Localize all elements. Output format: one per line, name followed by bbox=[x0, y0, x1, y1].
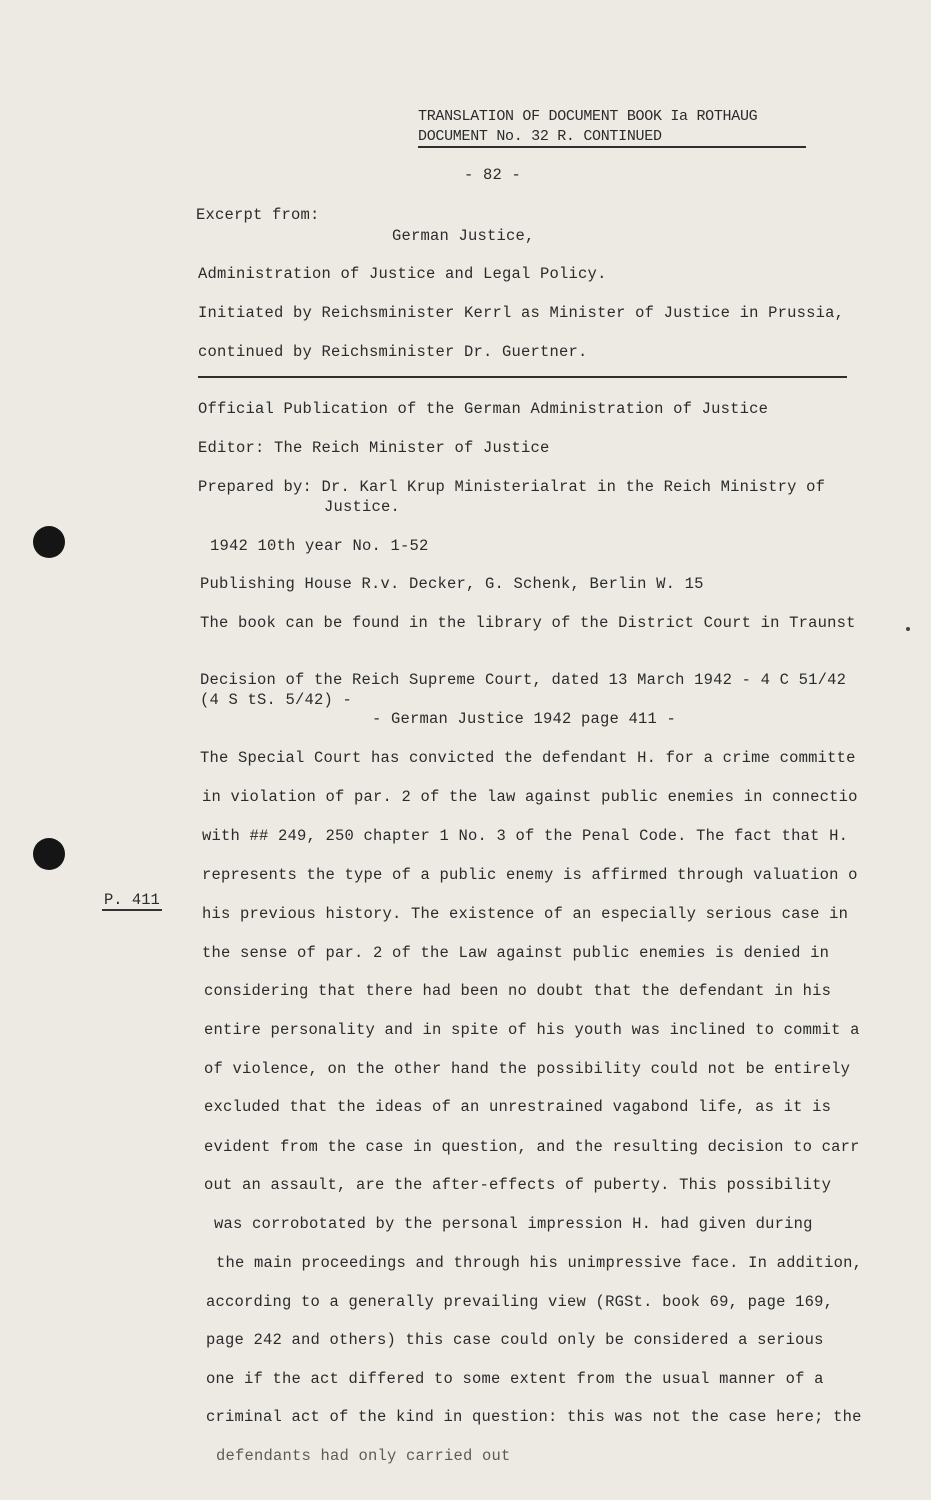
library-line: The book can be found in the library of the District Court in Traunst bbox=[200, 614, 856, 632]
editor-line: Editor: The Reich Minister of Justice bbox=[198, 439, 550, 457]
header-title-line2: DOCUMENT No. 32 R. CONTINUED bbox=[418, 128, 662, 145]
body-line: defendants had only carried out bbox=[216, 1447, 511, 1465]
body-line: evident from the case in question, and the resulting decision to carr bbox=[204, 1138, 860, 1156]
body-line: out an assault, are the after-effects of puberty. This possibility bbox=[204, 1176, 832, 1194]
body-line: page 242 and others) this case could only be considered a serious bbox=[206, 1331, 824, 1349]
punch-hole-bottom bbox=[33, 838, 65, 870]
punch-hole-top bbox=[33, 526, 65, 558]
official-publication: Official Publication of the German Administration of Justice bbox=[198, 400, 769, 418]
continued-line: continued by Reichsminister Dr. Guertner. bbox=[198, 343, 588, 361]
body-line: excluded that the ideas of an unrestrained vagabond life, as it is bbox=[204, 1098, 832, 1116]
body-line: according to a generally prevailing view (RGSt. book 69, page 169, bbox=[206, 1293, 834, 1311]
initiated-line: Initiated by Reichsminister Kerrl as Minister of Justice in Prussia, bbox=[198, 304, 845, 322]
paper-speck bbox=[906, 627, 910, 631]
body-line: one if the act differed to some extent from the usual manner of a bbox=[206, 1370, 824, 1388]
header-title-line1: TRANSLATION OF DOCUMENT BOOK Ia ROTHAUG bbox=[418, 108, 758, 125]
body-line: the main proceedings and through his unimpressive face. In addition, bbox=[216, 1254, 863, 1272]
prepared-by-line1: Prepared by: Dr. Karl Krup Ministerialrat in the Reich Ministry of bbox=[198, 478, 826, 496]
body-line: in violation of par. 2 of the law against public enemies in connectio bbox=[202, 788, 858, 806]
body-line: with ## 249, 250 chapter 1 No. 3 of the Penal Code. The fact that H. bbox=[202, 827, 849, 845]
body-line: entire personality and in spite of his youth was inclined to commit a bbox=[204, 1021, 860, 1039]
publisher-line: Publishing House R.v. Decker, G. Schenk, Berlin W. 15 bbox=[200, 575, 704, 593]
body-line: was corrobotated by the personal impression H. had given during bbox=[214, 1215, 813, 1233]
body-line: of violence, on the other hand the possibility could not be entirely bbox=[204, 1060, 851, 1078]
body-line: represents the type of a public enemy is affirmed through valuation o bbox=[202, 866, 858, 884]
excerpt-label: Excerpt from: bbox=[196, 206, 320, 224]
page-number: - 82 - bbox=[464, 166, 522, 184]
body-line: criminal act of the kind in question: this was not the case here; the bbox=[206, 1408, 862, 1426]
body-line: his previous history. The existence of an especially serious case in bbox=[202, 905, 849, 923]
margin-page-reference: P. 411 bbox=[104, 891, 160, 909]
section-divider bbox=[198, 376, 847, 378]
header-underline bbox=[418, 146, 806, 148]
year-line: 1942 10th year No. 1-52 bbox=[210, 537, 429, 555]
decision-line3: - German Justice 1942 page 411 - bbox=[372, 710, 677, 728]
publication-subtitle: Administration of Justice and Legal Policy. bbox=[198, 265, 607, 283]
body-line: The Special Court has convicted the defendant H. for a crime committe bbox=[200, 749, 856, 767]
body-line: the sense of par. 2 of the Law against public enemies is denied in bbox=[202, 944, 830, 962]
body-line: considering that there had been no doubt that the defendant in his bbox=[204, 982, 832, 1000]
prepared-by-line2: Justice. bbox=[324, 498, 401, 516]
decision-line1: Decision of the Reich Supreme Court, dated 13 March 1942 - 4 C 51/42 bbox=[200, 671, 847, 689]
decision-line2: (4 S tS. 5/42) - bbox=[200, 691, 353, 709]
publication-title: German Justice, bbox=[392, 227, 535, 245]
margin-underline bbox=[102, 909, 162, 911]
